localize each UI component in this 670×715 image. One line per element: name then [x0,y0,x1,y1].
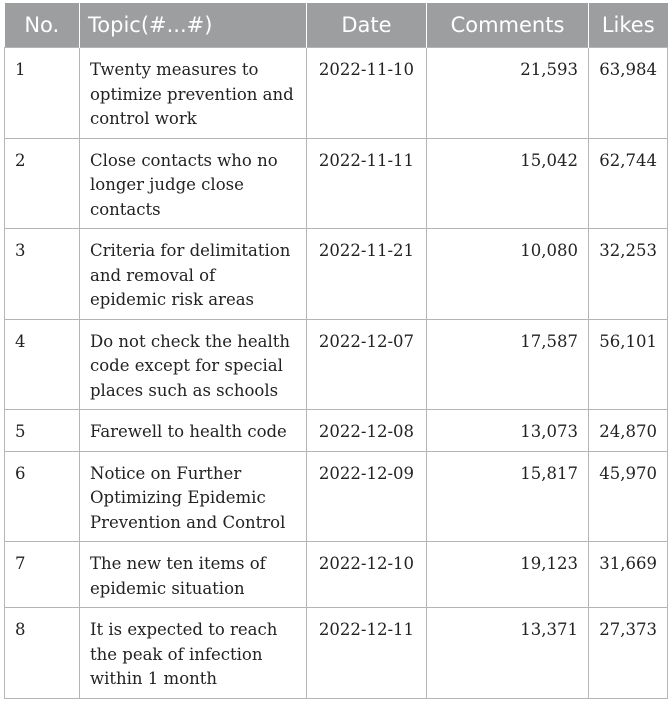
table-row [5,451,668,542]
cell-likes: 62,744 [589,138,668,229]
cell-topic: Criteria for delimitation and removal of epidemic risk areas [80,229,307,320]
cell-date: 2022-11-11 [307,138,427,229]
topics-table [4,3,668,699]
cell-comments: 13,371 [427,608,589,699]
table-row [5,229,668,320]
table-row [5,48,668,139]
cell-comments: 15,042 [427,138,589,229]
table-row [5,608,668,699]
cell-date: 2022-12-10 [307,542,427,608]
cell-likes: 63,984 [589,48,668,139]
cell-date: 2022-12-08 [307,410,427,452]
cell-topic: The new ten items of epidemic situation [80,542,307,608]
cell-topic: It is expected to reach the peak of infection within 1 month [80,608,307,699]
cell-likes: 45,970 [589,451,668,542]
cell-comments: 13,073 [427,410,589,452]
cell-comments: 17,587 [427,319,589,410]
cell-comments: 10,080 [427,229,589,320]
cell-date: 2022-12-07 [307,319,427,410]
header-comments: Comments [427,3,589,48]
table-row [5,319,668,410]
cell-likes: 24,870 [589,410,668,452]
header-likes: Likes [589,3,668,48]
table-row [5,410,668,452]
cell-no: 1 [5,48,80,139]
cell-topic: Farewell to health code [80,410,307,452]
cell-comments: 15,817 [427,451,589,542]
header-no: No. [5,3,80,48]
cell-likes: 31,669 [589,542,668,608]
cell-date: 2022-12-09 [307,451,427,542]
table-row [5,138,668,229]
cell-date: 2022-11-10 [307,48,427,139]
cell-no: 2 [5,138,80,229]
cell-comments: 21,593 [427,48,589,139]
cell-no: 4 [5,319,80,410]
header-topic: Topic(#...#) [80,3,307,48]
cell-likes: 32,253 [589,229,668,320]
cell-date: 2022-12-11 [307,608,427,699]
cell-topic: Do not check the health code except for special places such as schools [80,319,307,410]
cell-no: 3 [5,229,80,320]
cell-likes: 27,373 [589,608,668,699]
cell-date: 2022-11-21 [307,229,427,320]
cell-no: 6 [5,451,80,542]
header-date: Date [307,3,427,48]
cell-topic: Notice on Further Optimizing Epidemic Prevention and Control [80,451,307,542]
cell-no: 8 [5,608,80,699]
header-row [5,3,668,48]
cell-topic: Close contacts who no longer judge close contacts [80,138,307,229]
cell-topic: Twenty measures to optimize prevention and control work [80,48,307,139]
cell-likes: 56,101 [589,319,668,410]
table-row [5,542,668,608]
cell-no: 7 [5,542,80,608]
cell-no: 5 [5,410,80,452]
cell-comments: 19,123 [427,542,589,608]
